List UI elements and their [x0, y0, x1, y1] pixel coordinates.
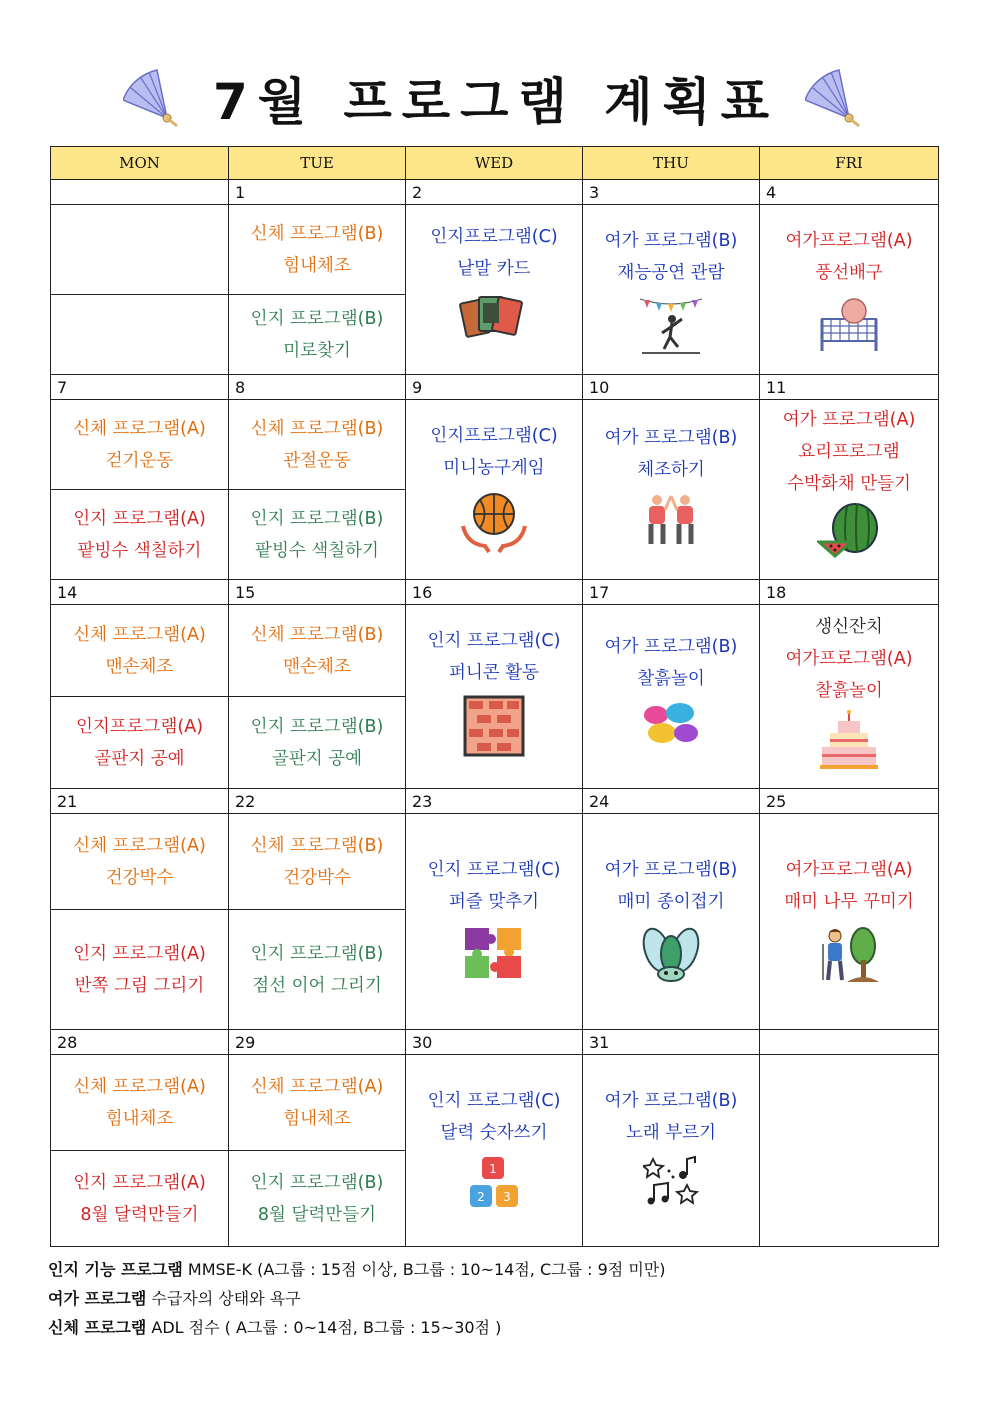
- event-cell: 신체 프로그램(A) 맨손체조: [51, 605, 229, 697]
- event-cell: 신체 프로그램(A) 건강박수: [51, 814, 229, 910]
- event-cell: 인지 프로그램(A) 8월 달력만들기: [51, 1151, 229, 1247]
- date-cell: 21: [51, 789, 229, 814]
- blocks-icon: [468, 1155, 520, 1211]
- event-cell: 여가 프로그램(B) 찰흙놀이: [583, 605, 760, 789]
- event-cell: 생신잔치 여가프로그램(A) 찰흙놀이: [760, 605, 939, 789]
- legend-line: 여가 프로그램 수급자의 상태와 욕구: [48, 1289, 301, 1308]
- event-cell: 여가 프로그램(B) 매미 종이접기: [583, 814, 760, 1030]
- svg-text:2: 2: [477, 1190, 485, 1204]
- day-header: MON: [51, 147, 229, 180]
- empty-cell: [51, 295, 229, 375]
- puzzle-icon: [461, 924, 527, 984]
- date-cell: 1: [229, 180, 406, 205]
- event-cell: 여가프로그램(A) 풍선배구: [760, 205, 939, 375]
- event-cell: 인지 프로그램(B) 미로찾기: [229, 295, 406, 375]
- event-cell: 인지 프로그램(C) 달력 숫자쓰기 1 2 3: [406, 1055, 583, 1247]
- event-row: [51, 814, 939, 910]
- date-cell: 23: [406, 789, 583, 814]
- event-cell: 인지 프로그램(B) 팥빙수 색칠하기: [229, 490, 406, 580]
- cards-icon: [459, 291, 529, 343]
- date-cell: 8: [229, 375, 406, 400]
- fan-icon: [805, 66, 869, 130]
- date-cell: 11: [760, 375, 939, 400]
- svg-text:1: 1: [489, 1162, 497, 1176]
- event-cell: 인지 프로그램(C) 퍼즐 맞추기: [406, 814, 583, 1030]
- event-cell: 인지프로그램(C) 낱말 카드: [406, 205, 583, 375]
- date-cell: 25: [760, 789, 939, 814]
- board-icon: [463, 695, 525, 757]
- event-cell: 인지 프로그램(C) 퍼니콘 활동: [406, 605, 583, 789]
- header-row: [51, 147, 939, 180]
- day-header: WED: [406, 147, 583, 180]
- exercise-icon: [641, 492, 701, 546]
- event-cell: 여가 프로그램(B) 체조하기: [583, 400, 760, 580]
- event-cell: 신체 프로그램(B) 관절운동: [229, 400, 406, 490]
- event-cell: 신체 프로그램(A) 힘내체조: [229, 1055, 406, 1151]
- date-cell: 17: [583, 580, 760, 605]
- cicada-icon: [642, 924, 700, 984]
- date-cell: 22: [229, 789, 406, 814]
- legend: [48, 1255, 665, 1342]
- day-header: FRI: [760, 147, 939, 180]
- event-cell: 여가 프로그램(B) 재능공연 관람: [583, 205, 760, 375]
- empty-cell: [51, 205, 229, 295]
- date-cell: 16: [406, 580, 583, 605]
- date-cell: 15: [229, 580, 406, 605]
- event-row: [51, 205, 939, 295]
- event-row: [51, 605, 939, 697]
- music-icon: [643, 1155, 699, 1207]
- day-header: THU: [583, 147, 760, 180]
- volleyball-icon: [818, 295, 880, 355]
- date-cell: 24: [583, 789, 760, 814]
- event-cell: 신체 프로그램(A) 힘내체조: [51, 1055, 229, 1151]
- date-cell: 7: [51, 375, 229, 400]
- legend-line: 인지 기능 프로그램 MMSE-K (A그룹 : 15점 이상, B그룹 : 10~14점, C그룹 : 9점 미만): [48, 1260, 666, 1279]
- legend-line: 신체 프로그램 ADL 점수 ( A그룹 : 0~14점, B그룹 : 15~30점 ): [48, 1318, 502, 1337]
- event-cell: 신체 프로그램(B) 맨손체조: [229, 605, 406, 697]
- date-cell: 29: [229, 1030, 406, 1055]
- date-cell: 2: [406, 180, 583, 205]
- date-row: [51, 1030, 939, 1055]
- date-cell: [51, 180, 229, 205]
- date-cell: 4: [760, 180, 939, 205]
- date-cell: [760, 1030, 939, 1055]
- page-title: 7월 프로그램 계획표: [212, 73, 779, 131]
- date-cell: 10: [583, 375, 760, 400]
- event-cell: 신체 프로그램(A) 걷기운동: [51, 400, 229, 490]
- event-cell: 신체 프로그램(B) 힘내체조: [229, 205, 406, 295]
- event-cell: 인지 프로그램(B) 골판지 공예: [229, 697, 406, 789]
- date-cell: 9: [406, 375, 583, 400]
- date-cell: 28: [51, 1030, 229, 1055]
- watermelon-icon: [817, 502, 881, 558]
- date-cell: 31: [583, 1030, 760, 1055]
- date-row: [51, 789, 939, 814]
- event-row: [51, 400, 939, 490]
- svg-text:3: 3: [503, 1190, 511, 1204]
- calendar-table: [50, 146, 939, 1247]
- basketball-icon: [459, 490, 529, 554]
- empty-cell: [760, 1055, 939, 1247]
- event-cell: 여가 프로그램(B) 노래 부르기: [583, 1055, 760, 1247]
- fan-icon: [123, 66, 187, 130]
- event-cell: 인지 프로그램(A) 팥빙수 색칠하기: [51, 490, 229, 580]
- performance-icon: [638, 295, 704, 357]
- event-cell: 인지 프로그램(A) 반쪽 그림 그리기: [51, 910, 229, 1030]
- event-cell: 인지 프로그램(B) 8월 달력만들기: [229, 1151, 406, 1247]
- title-area: [0, 58, 992, 138]
- event-cell: 여가 프로그램(A) 요리프로그램 수박화채 만들기: [760, 400, 939, 580]
- event-cell: 인지 프로그램(B) 점선 이어 그리기: [229, 910, 406, 1030]
- event-cell: 인지프로그램(A) 골판지 공예: [51, 697, 229, 789]
- date-row: [51, 375, 939, 400]
- date-cell: 14: [51, 580, 229, 605]
- event-cell: 여가프로그램(A) 매미 나무 꾸미기: [760, 814, 939, 1030]
- cake-icon: [818, 709, 880, 771]
- date-row: [51, 180, 939, 205]
- date-cell: 3: [583, 180, 760, 205]
- event-row: [51, 1055, 939, 1151]
- date-row: [51, 580, 939, 605]
- day-header: TUE: [229, 147, 406, 180]
- tree-icon: [817, 924, 881, 986]
- event-cell: 신체 프로그램(B) 건강박수: [229, 814, 406, 910]
- date-cell: 30: [406, 1030, 583, 1055]
- clay-icon: [640, 701, 702, 747]
- date-cell: 18: [760, 580, 939, 605]
- event-cell: 인지프로그램(C) 미니농구게임: [406, 400, 583, 580]
